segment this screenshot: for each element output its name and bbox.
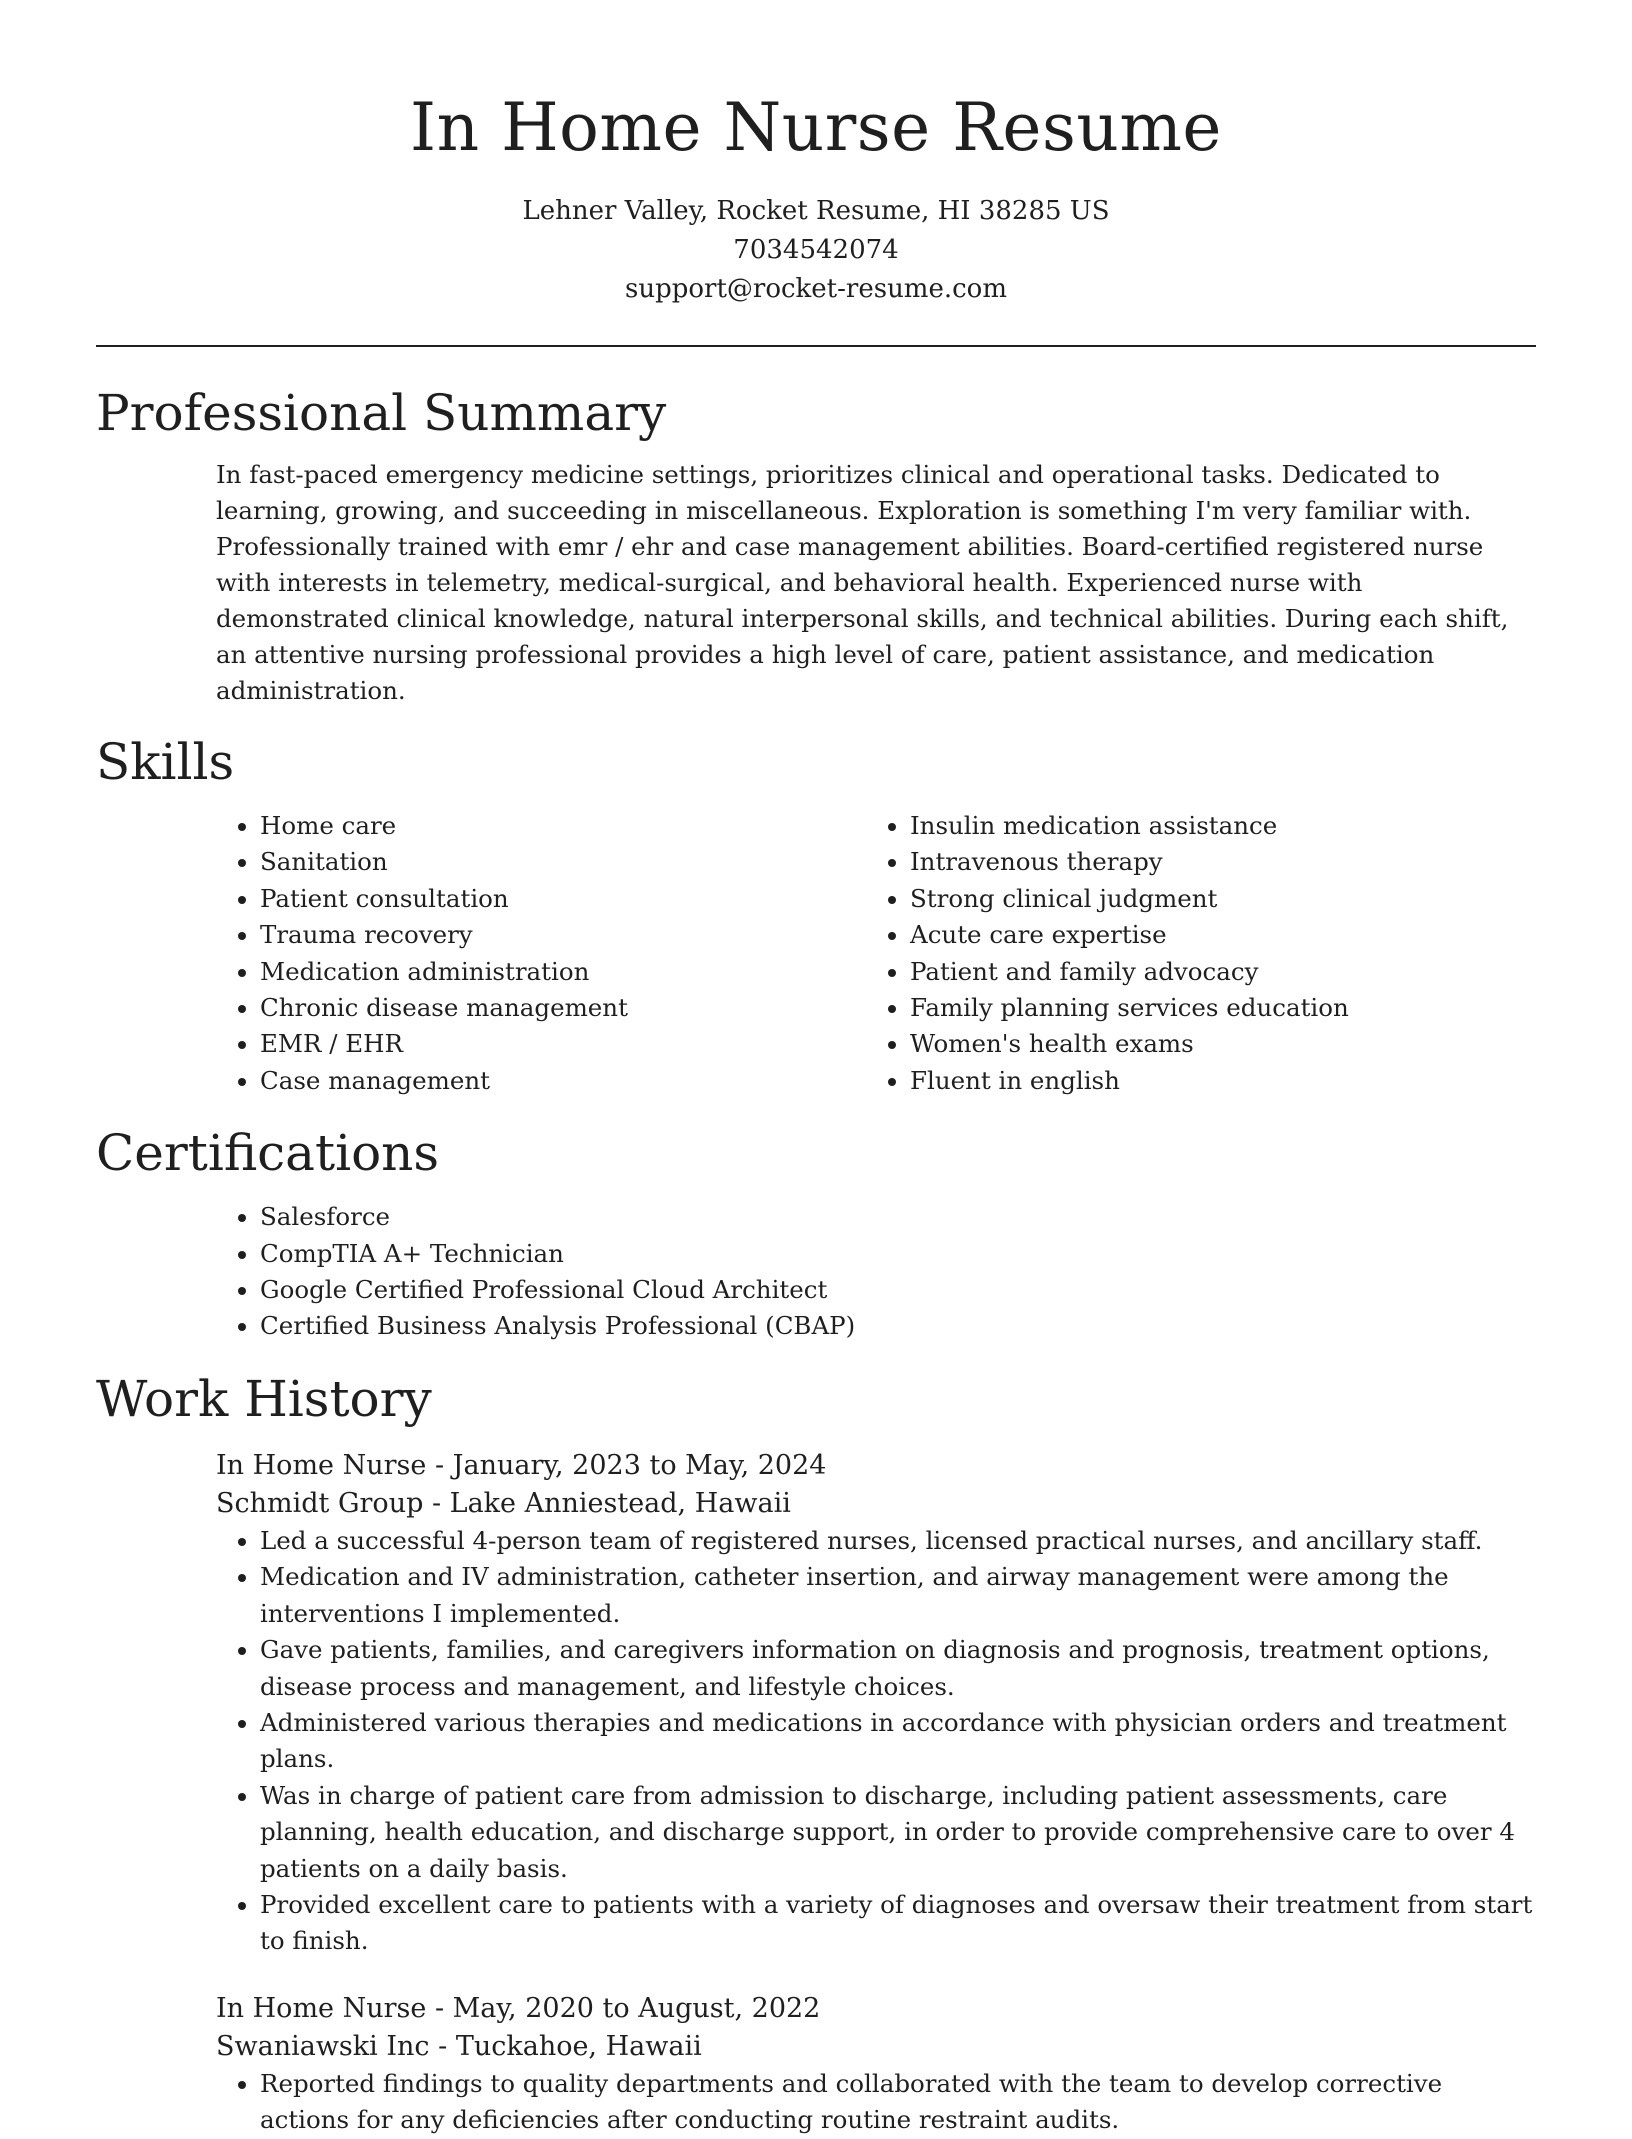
list-item: • Certified Business Analysis Professional (CBAP) [260,1308,1536,1344]
list-item: • Family planning services education [910,990,1516,1026]
skills-list-left [216,808,866,1099]
summary-text: In fast-paced emergency medicine settings, prioritizes clinical and operational tasks. Dedicated to learning, growing, and succeeding in miscellaneous. Exploration is something I'm very familiar with. Professionally trained with emr / ehr and case management abilities. Board-certified registered nurse with interests in telemetry, medical-surgical, and behavioral health. Experienced nurse with demonstrated clinical knowledge, natural interpersonal skills, and technical abilities. During each shift, an attentive nursing professional provides a high level of care, patient assistance, and medication administration. [216,460,1509,705]
job-bullets [216,2066,1536,2139]
certifications-heading: Certifications [96,1124,440,1183]
skills-grid [96,808,1536,1099]
list-item: • Intravenous therapy [910,844,1516,880]
contact-block [96,192,1536,309]
job-bullets [216,1523,1536,1960]
job-entry [96,1990,1536,2139]
list-item: • Chronic disease management [260,990,866,1026]
list-item: • Administered various therapies and medications in accordance with physician orders and treatment plans. [260,1705,1536,1778]
skills-heading: Skills [96,733,235,791]
job-title-line: In Home Nurse - May, 2020 to August, 2022 [216,1992,821,2024]
summary-heading: Professional Summary [96,384,667,442]
list-item: • Trauma recovery [260,917,866,953]
work-history-section [96,1367,1536,2139]
list-item: • Home care [260,808,866,844]
resume-title: In Home Nurse Resume [410,89,1222,166]
list-item: • Patient and family advocacy [910,954,1516,990]
skills-column-left [216,808,866,1099]
list-item: • Sanitation [260,844,866,880]
list-item: • Reported findings to quality departments and collaborated with the team to develop corrective actions for any deficiencies after conducting routine restraint audits. [260,2066,1536,2139]
list-item: • Gave patients, families, and caregivers information on diagnosis and prognosis, treatment options, disease process and management, and lifestyle choices. [260,1632,1536,1705]
summary-section [96,381,1536,709]
job-entry [96,1447,1536,1960]
list-item: • EMR / EHR [260,1026,866,1062]
work-history-heading: Work History [96,1369,432,1428]
skills-section [96,730,1536,1099]
list-item: • Insulin medication assistance [910,808,1516,844]
certifications-list [216,1199,1536,1345]
skills-list-right [866,808,1516,1099]
job-company-line: Swaniawski Inc - Tuckahoe, Hawaii [216,2030,702,2062]
header-divider [96,345,1536,347]
resume-header [96,0,1536,309]
list-item: • Women's health exams [910,1026,1516,1062]
list-item: • Case management [260,1063,866,1099]
list-item: • Acute care expertise [910,917,1516,953]
list-item: • Patient consultation [260,881,866,917]
skills-column-right [866,808,1516,1099]
job-company-line: Schmidt Group - Lake Anniestead, Hawaii [216,1487,791,1519]
list-item: • Google Certified Professional Cloud Architect [260,1272,1536,1308]
job-title-line: In Home Nurse - January, 2023 to May, 2024 [216,1449,827,1481]
list-item: • Provided excellent care to patients with a variety of diagnoses and oversaw their treatment from start to finish. [260,1887,1536,1960]
list-item: • Led a successful 4-person team of registered nurses, licensed practical nurses, and ancillary staff. [260,1523,1536,1559]
list-item: • CompTIA A+ Technician [260,1236,1536,1272]
contact-phone: 7034542074 [733,235,899,265]
list-item: • Medication and IV administration, catheter insertion, and airway management were among the interventions I implemented. [260,1559,1536,1632]
contact-address: Lehner Valley, Rocket Resume, HI 38285 US [522,196,1110,226]
certifications-section [96,1121,1536,1345]
list-item: • Strong clinical judgment [910,881,1516,917]
list-item: • Fluent in english [910,1063,1516,1099]
list-item: • Was in charge of patient care from admission to discharge, including patient assessments, care planning, health education, and discharge support, in order to provide comprehensive care to over 4 patients on a daily basis. [260,1778,1536,1887]
list-item: • Salesforce [260,1199,1536,1235]
list-item: • Medication administration [260,954,866,990]
contact-email: support@rocket-resume.com [624,274,1007,304]
